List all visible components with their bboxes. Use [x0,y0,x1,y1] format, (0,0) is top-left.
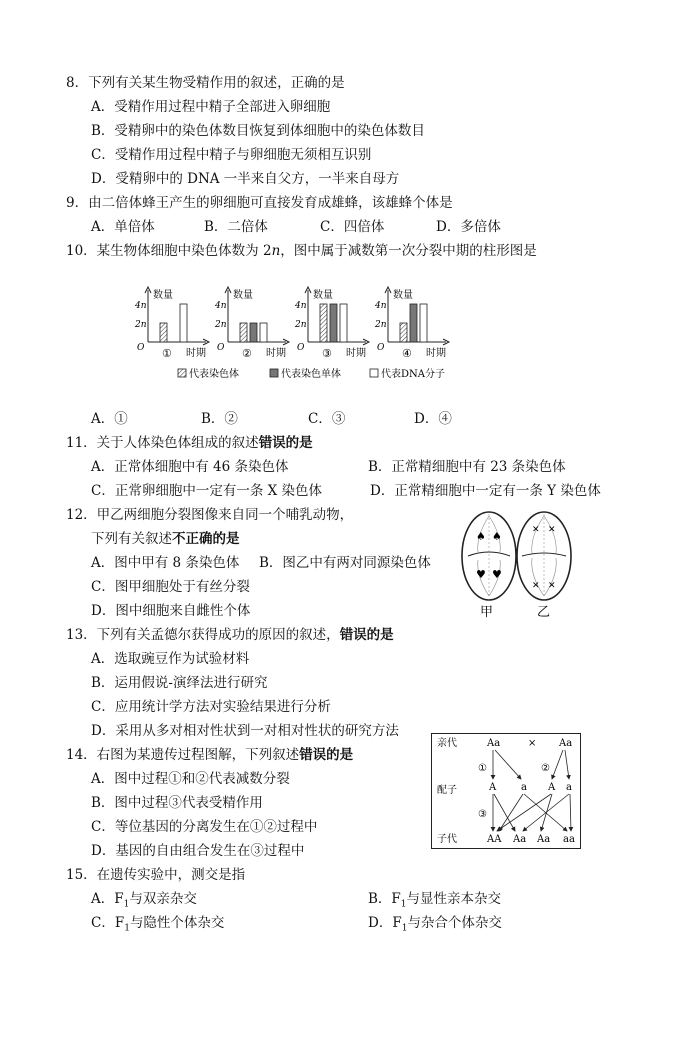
q10-panel-3 [294,287,369,360]
x-axis-label: 时期 [346,348,366,359]
y-axis-label: 数量 [233,290,253,301]
panel-label: ② [242,347,252,360]
gamete-2: a [521,782,527,793]
q13-stem: 13．下列有关孟德尔获得成功的原因的叙述，错误的是 [66,627,394,643]
q13-option-a: A．选取豌豆作为试验材料 [91,651,250,667]
x-axis-label: 时期 [186,348,206,359]
origin-label: O [217,343,225,353]
row-label-parent: 亲代 [437,738,457,749]
panel-label: ① [162,347,172,360]
q14-option-a: A．图中过程①和②代表减数分裂 [91,771,290,787]
q8-option-c: C．受精作用过程中精子与卵细胞无须相互识别 [91,147,372,163]
panel-label: ④ [402,347,412,360]
q12-option-b: B．图乙中有两对同源染色体 [259,555,431,571]
q12-option-c: C．图甲细胞处于有丝分裂 [91,579,250,595]
q10-bar-chart-figure [134,282,462,384]
svg-text:✕: ✕ [548,525,556,535]
y-axis-label: 数量 [313,290,333,301]
q14-option-c: C．等位基因的分离发生在①②过程中 [91,819,318,835]
q11-stem: 11．关于人体染色体组成的叙述错误的是 [66,435,313,451]
row-label-offspring: 子代 [437,834,457,845]
y-tick-4n: 4n [375,301,387,311]
q15-option-a: A．$F_1$与双亲杂交 [91,891,197,910]
q10-legend [178,367,445,380]
q12-stem: 12．甲乙两细胞分裂图像来自同一个哺乳动物， [66,507,354,523]
panel-label: ③ [322,347,332,360]
bar-DNA分子 [260,323,267,342]
legend-swatch-chromatid [270,369,278,377]
q9-stem: 9．由二倍体蜂王产生的卵细胞可直接发育成雄蜂，该雄蜂个体是 [66,195,453,211]
bar-染色单体 [250,323,257,342]
parent-right: Aa [559,738,573,749]
bar-DNA分子 [340,304,347,342]
gamete-3: A [548,782,556,793]
q10-stem: 10．某生物体细胞中染色体数为 2n，图中属于减数第一次分裂中期的柱形图是 [66,243,537,259]
bar-染色体 [320,304,327,342]
q14-stem: 14．右图为某遗传过程图解，下列叙述错误的是 [66,747,354,763]
y-axis-label: 数量 [153,290,173,301]
origin-label: O [137,343,145,353]
q15-option-b: B．$F_1$与显性亲本杂交 [368,891,502,910]
step-3-label: ③ [478,809,487,820]
svg-text:♥: ♥ [492,568,502,581]
q9-option-a: A．单倍体 [91,219,155,235]
offspring-3: Aa [537,834,551,845]
q11-option-a: A．正常体细胞中有 46 条染色体 [91,459,289,475]
cell-jia [462,512,516,600]
origin-label: O [377,343,385,353]
gamete-4: a [566,782,572,793]
y-tick-4n: 4n [295,301,307,311]
legend-swatch-chromosome [178,369,186,377]
cross-symbol: × [528,738,537,749]
offspring-1: AA [487,834,502,845]
q11-option-b: B．正常精细胞中有 23 条染色体 [368,459,566,475]
q14-option-b: B．图中过程③代表受精作用 [91,795,263,811]
q12-cell-division-figure [456,510,580,622]
svg-text:✕: ✕ [548,581,556,591]
bar-染色单体 [410,304,417,342]
q10-option-a: A．① [91,411,128,427]
q11-option-d: D．正常精细胞中一定有一条 Y 染色体 [370,483,601,499]
q14-inheritance-diagram [431,733,581,849]
q10-option-d: D．④ [414,411,452,427]
q10-option-c: C．③ [308,411,346,427]
row-label-gamete: 配子 [437,785,457,796]
y-tick-2n: 2n [135,320,147,330]
gamete-1: A [489,782,497,793]
legend-label-dna: 代表DNA分子 [381,369,445,380]
q10-panel-1 [134,287,209,360]
q14-option-d: D．基因的自由组合发生在③过程中 [91,843,305,859]
q12-option-d: D．图中细胞来自雌性个体 [91,603,251,619]
q15-option-c: C．$F_1$与隐性个体杂交 [91,915,225,934]
q13-option-b: B．运用假说-演绎法进行研究 [91,675,268,691]
legend-swatch-dna [370,369,378,377]
q15-stem: 15．在遗传实验中，测交是指 [66,867,246,883]
q9-option-b: B．二倍体 [204,219,268,235]
label-yi: 乙 [537,605,551,620]
q10-option-b: B．② [201,411,238,427]
cell-yi [517,512,571,600]
legend-label-chromatid: 代表染色单体 [281,369,341,380]
q11-option-c: C．正常卵细胞中一定有一条 X 染色体 [91,483,323,499]
legend-label-chromosome: 代表染色体 [189,369,239,380]
q13-option-c: C．应用统计学方法对实验结果进行分析 [91,699,331,715]
q8-option-b: B．受精卵中的染色体数目恢复到体细胞中的染色体数目 [91,123,425,139]
y-tick-2n: 2n [295,320,307,330]
q12-option-a: A．图中甲有 8 条染色体 [91,555,240,571]
q8-stem: 8．下列有关某生物受精作用的叙述，正确的是 [66,75,345,91]
bar-DNA分子 [420,304,427,342]
svg-text:✕: ✕ [532,581,540,591]
svg-text:♠: ♠ [476,530,486,543]
q10-panel-2 [214,287,289,360]
q8-option-d: D．受精卵中的 DNA 一半来自父方，一半来自母方 [91,171,400,187]
y-tick-4n: 4n [135,301,147,311]
bar-染色体 [400,323,407,342]
y-tick-2n: 2n [215,320,227,330]
offspring-4: aa [563,834,575,845]
svg-text:♥: ♥ [476,568,486,581]
bar-染色体 [240,323,247,342]
bar-染色单体 [330,304,337,342]
x-axis-label: 时期 [426,348,446,359]
label-jia: 甲 [480,605,494,620]
y-tick-4n: 4n [215,301,227,311]
x-axis-label: 时期 [266,348,286,359]
bar-染色体 [160,323,167,342]
q9-option-c: C．四倍体 [320,219,385,235]
offspring-2: Aa [513,834,527,845]
svg-text:✕: ✕ [532,525,540,535]
q8-option-a: A．受精作用过程中精子全部进入卵细胞 [91,99,331,115]
parent-left: Aa [487,738,501,749]
bar-DNA分子 [180,304,187,342]
q10-panel-4 [374,287,449,360]
y-tick-2n: 2n [375,320,387,330]
q15-option-d: D．$F_1$与杂合个体杂交 [368,915,502,934]
origin-label: O [297,343,305,353]
q13-option-d: D．采用从多对相对性状到一对相对性状的研究方法 [91,723,399,739]
step-1-label: ① [478,763,487,774]
svg-text:♠: ♠ [492,530,502,543]
step-2-label: ② [541,763,550,774]
q9-option-d: D．多倍体 [436,219,501,235]
y-axis-label: 数量 [393,290,413,301]
q12-stem-line2: 下列有关叙述不正确的是 [91,531,240,547]
